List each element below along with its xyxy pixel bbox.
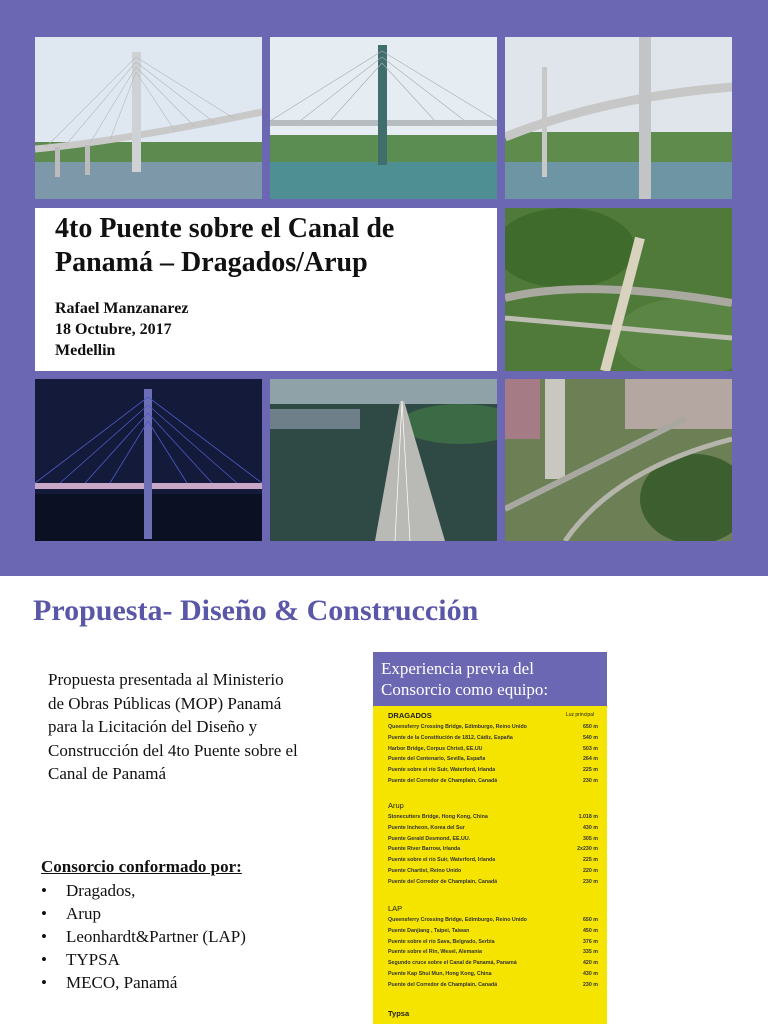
table-row: Puente de la Constitución de 1812, Cádiz, España 540 m [388, 734, 598, 741]
table-row: Puente Danjiang , Taipei, Taiwan 450 m [388, 927, 598, 934]
title-box [35, 208, 497, 371]
table-row: Puente sobre el río Suir, Waterford, Irlanda 225 m [388, 857, 598, 864]
group-lap [388, 903, 598, 991]
list-item: • Leonhardt&Partner (LAP) [41, 927, 246, 946]
table-row: Puente del Corredor de Champlain, Canadá 230 m [388, 878, 598, 885]
bridge-photo-3 [505, 37, 732, 199]
slide2-title: Propuesta- Diseño & Construcción [33, 594, 479, 627]
table-row: Queensferry Crossing Bridge, Edimburgo, Reino Unido 650 m [388, 917, 598, 923]
group-name: Typsa [388, 1009, 410, 1018]
aerial-photo-2 [505, 379, 732, 541]
table-row: Harbor Bridge, Corpus Christi, EE.UU 503 m [388, 745, 598, 752]
group-arup [388, 800, 598, 888]
list-item: • Arup [41, 904, 101, 923]
bridge-photo-2 [270, 37, 497, 199]
table-row: Segundo cruce sobre el Canal de Panamá, Panamá 420 m [388, 960, 598, 967]
bridge-photo-1 [35, 37, 262, 199]
consortium-label: Consorcio conformado por: [41, 857, 242, 876]
table-row: Puente Incheon, Korea del Sur 430 m [388, 824, 598, 831]
presentation-meta [55, 298, 188, 361]
group-typsa [388, 1008, 598, 1020]
table-row: Queensferry Crossing Bridge, Edimburgo, Reino Unido 650 m [388, 724, 598, 730]
group-name: LAP [388, 904, 403, 913]
group-dragados [388, 710, 598, 787]
list-item: • TYPSA [41, 950, 120, 969]
table-row: Puente sobre el río Suir, Waterford, Irlanda 225 m [388, 767, 598, 774]
table-row: Puente del Centenario, Sevilla, España 264 m [388, 756, 598, 763]
group-name: Arup [388, 801, 404, 810]
table-row: Puente Kap Shui Mun, Hong Kong, China 430 m [388, 970, 598, 977]
table-row: Puente Gerald Desmond, EE.UU. 305 m [388, 835, 598, 842]
table-row: Puente sobre el Rin, Wesel, Alemania 335 m [388, 949, 598, 956]
night-bridge-photo [35, 379, 262, 541]
proposal-intro: Propuesta presentada al Ministerio de Obras Públicas (MOP) Panamá para la Licitación del Diseño y Construcción del 4to Puente sobre el Canal de Panamá [48, 670, 298, 783]
consortium-members [41, 879, 246, 994]
list-item: • MECO, Panamá [41, 973, 178, 992]
list-item: • Dragados, [41, 881, 136, 900]
deck-perspective-photo [270, 379, 497, 541]
table-row: Stonecutters Bridge, Hong Kong, China 1.018 m [388, 814, 598, 820]
presentation-place: Medellin [55, 342, 116, 359]
column-header: Luz principal [565, 712, 594, 718]
table-row: Puente del Corredor de Champlain, Canadá 230 m [388, 777, 598, 784]
presentation-title: 4to Puente sobre el Canal de Panamá – Dragados/Arup [55, 213, 395, 278]
aerial-photo-1 [505, 208, 732, 371]
table-row: Puente sobre el río Sava, Belgrado, Serbia 376 m [388, 938, 598, 945]
presentation-date: 18 Octubre, 2017 [55, 321, 172, 338]
experience-table [373, 706, 607, 1024]
experience-header: Experiencia previa del Consorcio como equipo: [373, 652, 607, 706]
table-row: Puente Chartist, Reino Unido 220 m [388, 867, 598, 874]
group-name: DRAGADOS [388, 711, 432, 720]
author-name: Rafael Manzanarez [55, 300, 189, 317]
table-row: Puente del Corredor de Champlain, Canadá 230 m [388, 981, 598, 988]
table-row: Puente River Barrow, Irlanda 2x230 m [388, 846, 598, 853]
